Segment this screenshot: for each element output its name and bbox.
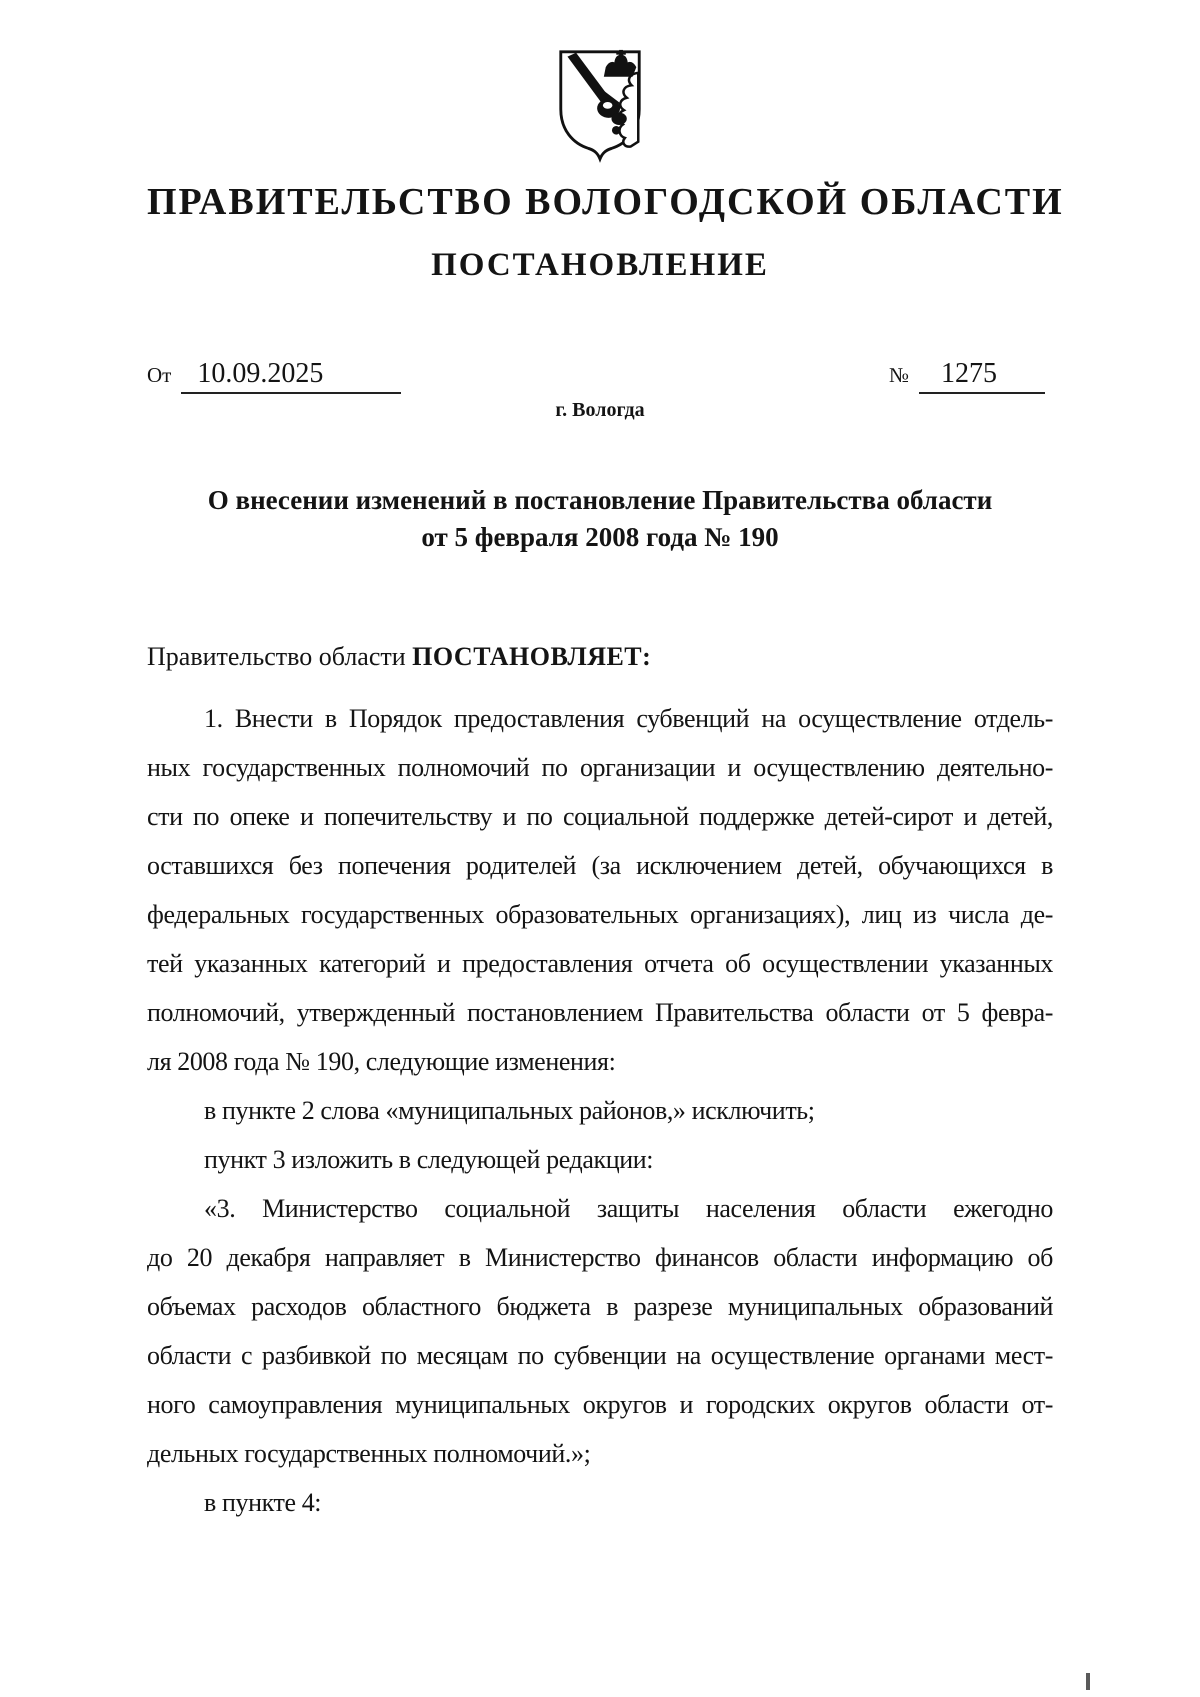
document-body: [147, 694, 1053, 1527]
document-text-line: ля 2008 года № 190, следующие изменения:: [147, 1046, 616, 1076]
document-type-heading: ПОСТАНОВЛЕНИЕ: [431, 246, 769, 283]
coat-of-arms-icon: [556, 48, 644, 163]
title-line-2: от 5 февраля 2008 года № 190: [421, 521, 779, 552]
document-text-line: ных государственных полномочий по организации и осуществлению деятельно-: [147, 752, 1053, 782]
document-text-line: объемах расходов областного бюджета в разрезе муниципальных образований: [147, 1291, 1053, 1321]
date-value: 10.09.2025: [181, 359, 401, 394]
number-field: [889, 359, 1045, 394]
preamble-emphasis: ПОСТАНОВЛЯЕТ:: [412, 641, 652, 671]
org-name: ПРАВИТЕЛЬСТВО ВОЛОГОДСКОЙ ОБЛАСТИ: [147, 180, 1064, 223]
preamble: [147, 640, 1053, 674]
document-text-line: ного самоуправления муниципальных округов и городских округов области от-: [147, 1389, 1053, 1419]
document-text-line: 1. Внести в Порядок предоставления субвенций на осуществление отдель-: [204, 703, 1053, 733]
document-text-line: области с разбивкой по месяцам по субвенции на осуществление органами мест-: [147, 1340, 1053, 1370]
meta-row: [147, 359, 1053, 394]
title-line-1: О внесении изменений в постановление Правительства области: [207, 484, 993, 515]
document-text-line: федеральных государственных образовательных организациях), лиц из числа де-: [147, 899, 1053, 929]
document-text-line: оставшихся без попечения родителей (за исключением детей, обучающихся в: [147, 850, 1053, 880]
document-text-line: сти по опеке и попечительству и по социальной поддержке детей-сирот и детей,: [147, 801, 1053, 831]
number-value: 1275: [919, 359, 1045, 394]
scan-artifact-mark: [1086, 1673, 1090, 1690]
document-title: [147, 482, 1053, 556]
document-text-line: в пункте 2 слова «муниципальных районов,» исключить;: [204, 1095, 815, 1125]
number-label: №: [888, 362, 909, 387]
city-label: г. Вологда: [555, 398, 645, 421]
document-text-line: полномочий, утвержденный постановлением Правительства области от 5 февра-: [147, 997, 1053, 1027]
date-label: От: [147, 362, 172, 387]
document-text-line: тей указанных категорий и предоставления отчета об осуществлении указанных: [147, 948, 1053, 978]
document-text-line: дельных государственных полномочий.»;: [147, 1438, 591, 1468]
document-text-line: до 20 декабря направляет в Министерство финансов области информацию об: [147, 1242, 1053, 1272]
preamble-text: Правительство области: [147, 641, 413, 671]
document-text-line: «3. Министерство социальной защиты населения области ежегодно: [204, 1193, 1053, 1223]
document-text-line: пункт 3 изложить в следующей редакции:: [204, 1144, 654, 1174]
document-text-line: в пункте 4:: [204, 1487, 322, 1517]
date-field: [147, 359, 401, 394]
